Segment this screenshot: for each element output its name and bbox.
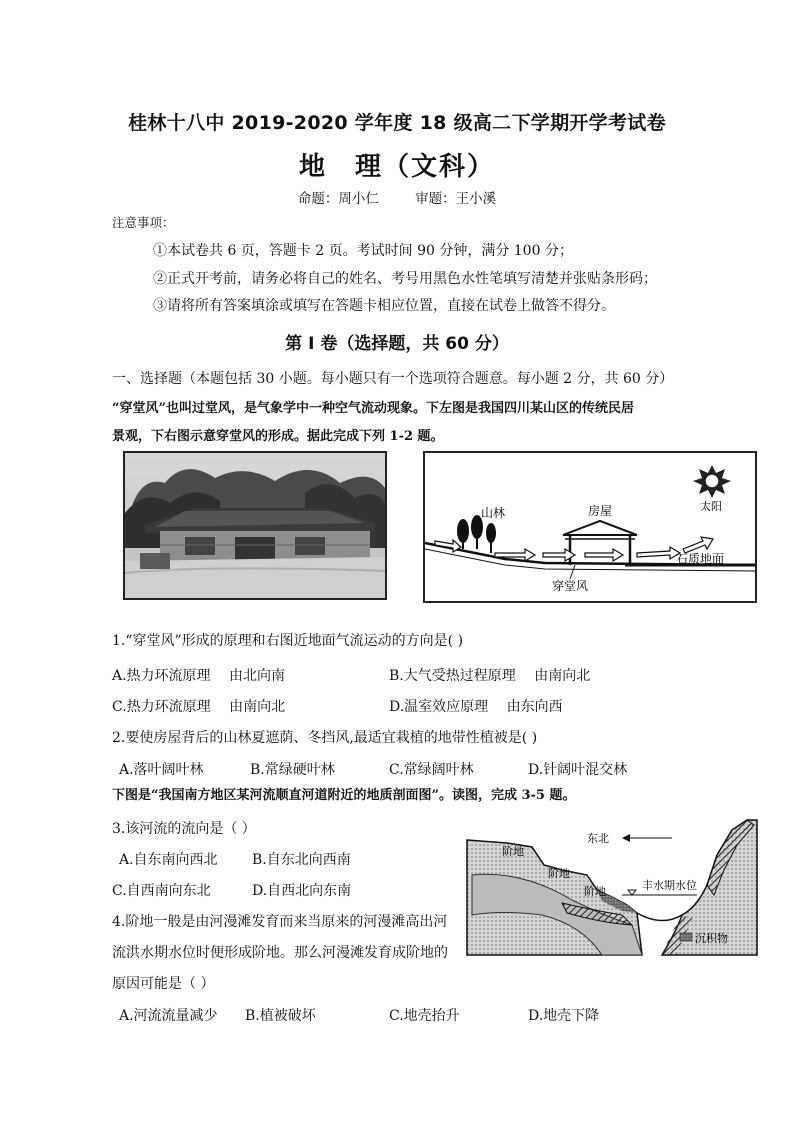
intro-2: 下图是“我国南方地区某河流顺直河道附近的地质剖面图”。读图，完成 3-5 题。 — [112, 788, 576, 803]
q4-stem-line-2: 流洪水期水位时便形成阶地。那么河漫滩发育成阶地的 — [112, 945, 448, 961]
q1-option-b[interactable]: B.大气受热过程原理 由南向北 — [389, 668, 591, 684]
q4-option-c[interactable]: C.地壳抬升 — [389, 1008, 460, 1024]
intro-line-1: “穿堂风”也叫过堂风，是气象学中一种空气流动现象。下左图是我国四川某山区的传统民居 — [112, 401, 634, 416]
notice-item-1: ①本试卷共 6 页，答题卡 2 页。考试时间 90 分钟，满分 100 分； — [153, 243, 573, 259]
q1-stem: 1.“穿堂风”形成的原理和右图近地面气流运动的方向是( ) — [112, 633, 464, 649]
q2-option-d[interactable]: D.针阔叶混交林 — [528, 762, 628, 778]
notice-heading: 注意事项： — [112, 215, 175, 230]
label-house: 房屋 — [587, 504, 613, 518]
exam-title: 桂林十八中 2019-2020 学年度 18 级高二下学期开学考试卷 — [128, 112, 666, 134]
label-flood-level: 丰水期水位 — [642, 879, 697, 892]
label-terrace-3: 阶地 — [584, 885, 606, 898]
subject-title: 地 理（文科） — [298, 152, 495, 182]
q3-stem: 3.该河流的流向是（ ） — [112, 821, 256, 837]
part1-instruction: 一、选择题（本题包括 30 小题。每小题只有一个选项符合题意。每小题 2 分，共 60 分） — [112, 371, 674, 387]
intro-line-2: 景观，下右图示意穿堂风的形成。据此完成下列 1-2 题。 — [112, 429, 444, 444]
q3-option-d[interactable]: D.自西北向东南 — [252, 883, 352, 899]
q4-stem-line-1: 4.阶地一般是由河漫滩发育而来当原来的河漫滩高出河 — [112, 914, 448, 930]
house-photo — [123, 451, 387, 600]
q1-option-d[interactable]: D.温室效应原理 由东向西 — [389, 699, 563, 715]
q4-stem-line-3: 原因可能是（ ） — [112, 976, 215, 992]
forest-icon — [457, 515, 496, 553]
label-sediment: 沉积物 — [695, 932, 728, 945]
q2-option-a[interactable]: A.落叶阔叶林 — [119, 762, 204, 778]
section-title: 第 I 卷（选择题，共 60 分） — [285, 334, 509, 354]
label-northeast: 东北 — [587, 832, 609, 845]
label-terrace-2: 阶地 — [548, 867, 570, 880]
q4-option-a[interactable]: A.河流流量减少 — [119, 1008, 218, 1024]
authors-line — [0, 187, 794, 207]
sun-icon — [693, 465, 731, 498]
label-sun: 太阳 — [700, 500, 722, 513]
wind-diagram-svg — [425, 453, 755, 601]
notice-item-2: ②正式开考前，请务必将自己的姓名、考号用黑色水性笔填写清楚并张贴条形码； — [153, 271, 657, 287]
q2-stem: 2.要使房屋背后的山林夏遮荫、冬挡风,最适宜栽植的地带性植被是( ) — [112, 730, 538, 746]
label-terrace-1: 阶地 — [502, 845, 524, 858]
q3-option-c[interactable]: C.自西南向东北 — [112, 883, 211, 899]
q1-option-a[interactable]: A.热力环流原理 由北向南 — [112, 668, 286, 684]
notice-item-3: ③请将所有答案填涂或填写在答题卡相应位置，直接在试卷上做答不得分。 — [153, 298, 615, 314]
q3-option-a[interactable]: A.自东南向西北 — [119, 852, 218, 868]
q4-option-b[interactable]: B.植被破坏 — [245, 1008, 316, 1024]
wind-diagram — [423, 451, 757, 603]
river-cross-section — [462, 815, 762, 960]
q1-option-c[interactable]: C.热力环流原理 由南向北 — [112, 699, 286, 715]
q2-option-b[interactable]: B.常绿硬叶林 — [250, 762, 335, 778]
q2-option-c[interactable]: C.常绿阔叶林 — [389, 762, 474, 778]
label-forest: 山林 — [480, 506, 506, 520]
label-wind: 穿堂风 — [551, 579, 589, 593]
setter: 命题：周小仁 — [297, 191, 379, 207]
label-ground: 石质地面 — [675, 552, 725, 566]
reviewer: 审题：王小溪 — [415, 191, 497, 207]
house-icon — [563, 521, 637, 565]
q3-option-b[interactable]: B.自东北向西南 — [252, 852, 351, 868]
q4-option-d[interactable]: D.地壳下降 — [528, 1008, 600, 1024]
